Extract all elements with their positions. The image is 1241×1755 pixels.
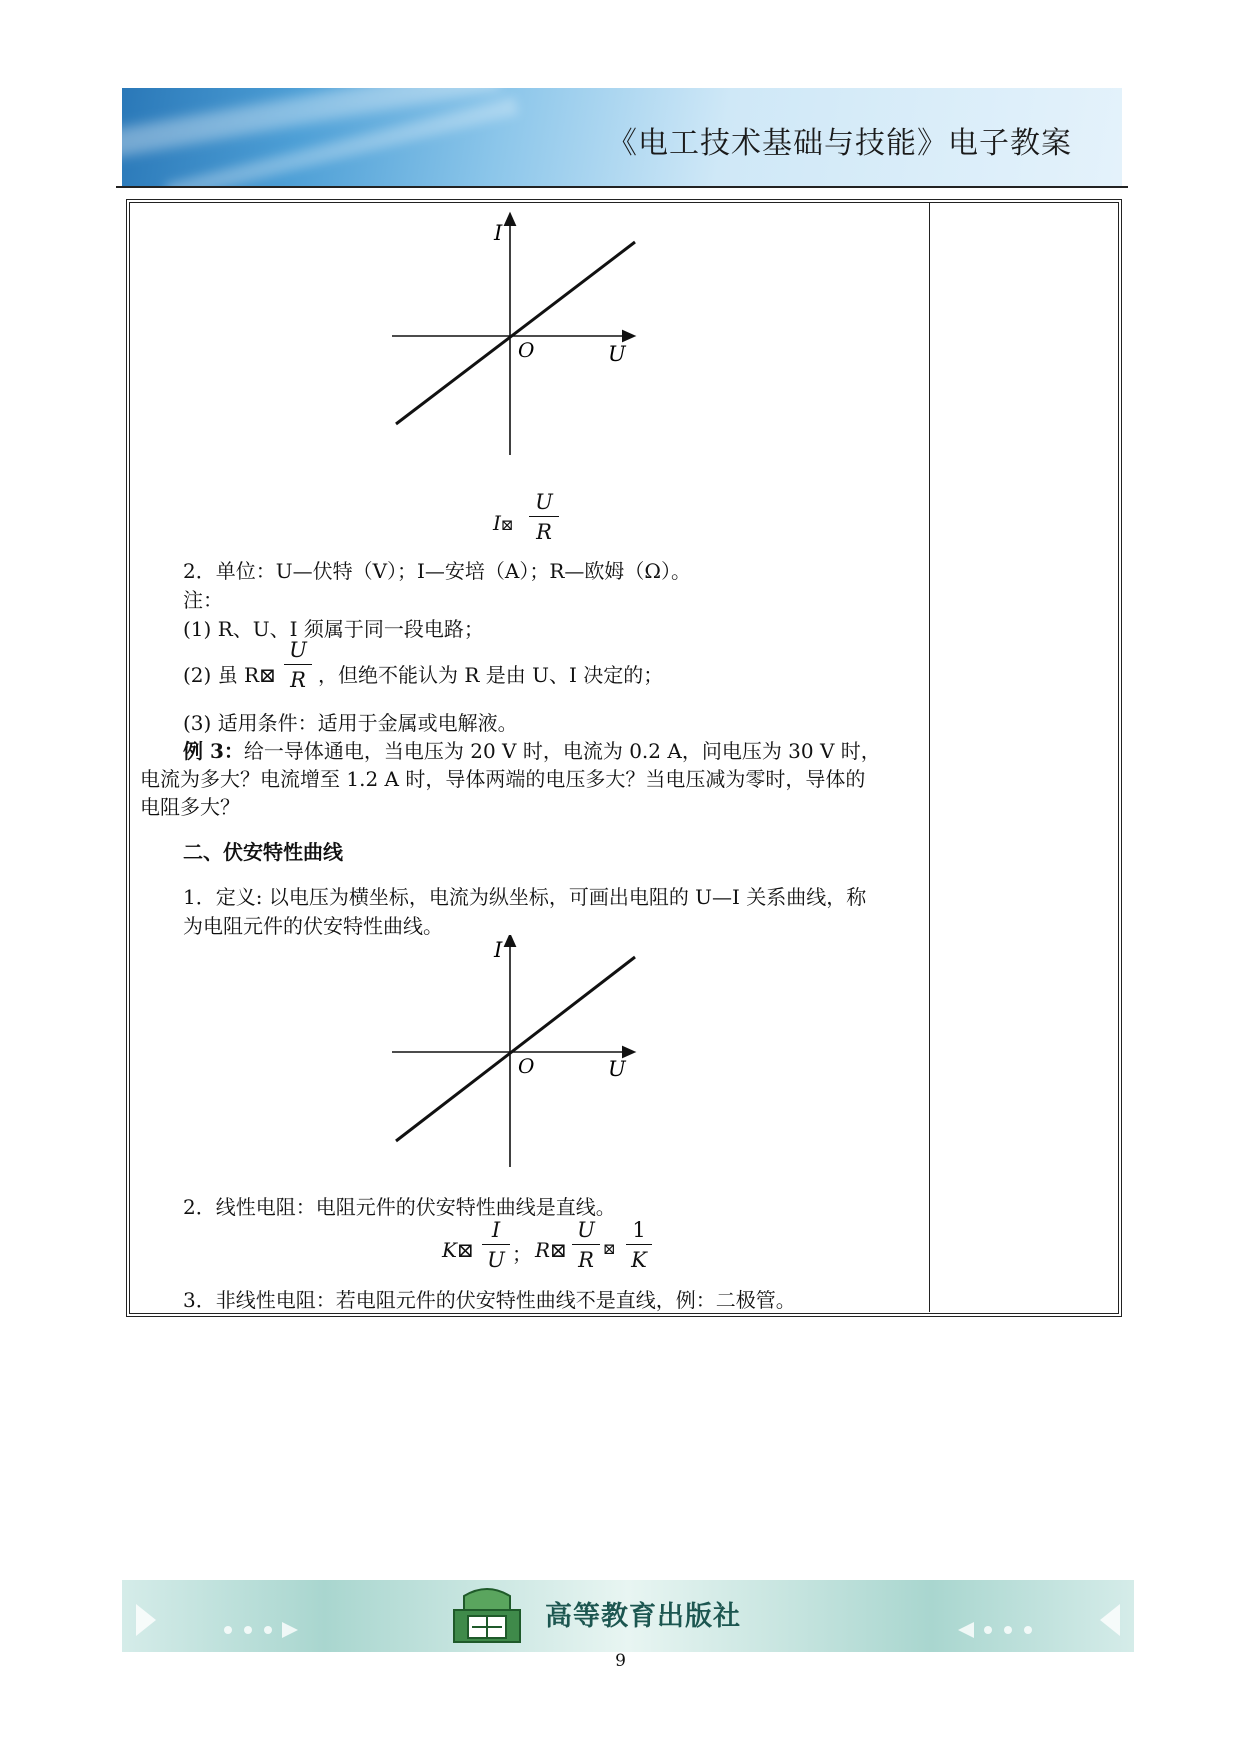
formula2-k-lhs: K⊠ — [442, 1238, 474, 1262]
page-number: 9 — [615, 1651, 626, 1671]
origin-label: O — [518, 1054, 535, 1078]
linear-resistor-line: 2．线性电阻：电阻元件的伏安特性曲线是直线。 — [183, 1195, 616, 1219]
formula2-equals: ⊠ — [603, 1240, 616, 1258]
section-2-title: 二、伏安特性曲线 — [183, 840, 343, 864]
y-axis-label: I — [494, 221, 503, 245]
iu-line — [396, 957, 635, 1141]
unit-line: 2．单位：U—伏特（V）；I—安培（A）；R—欧姆（Ω）。 — [183, 559, 692, 583]
note-1: (1) R、U、I 须属于同一段电路； — [183, 617, 484, 641]
x-axis-label: U — [608, 1057, 626, 1081]
y-axis-label: I — [494, 938, 503, 962]
example-line-1: 例 3：给一导体通电，当电压为 20 V 时，电流为 0.2 A，问电压为 30 V 时， — [183, 739, 881, 763]
nonlinear-resistor-line: 3．非线性电阻：若电阻元件的伏安特性曲线不是直线，例：二极管。 — [183, 1288, 796, 1312]
formula2-r-fraction: U R — [572, 1218, 600, 1272]
example-label: 例 3： — [183, 739, 244, 763]
example-line-2: 电流为多大？电流增至 1.2 A 时，导体两端的电压多大？当电压减为零时，导体的 — [140, 767, 866, 791]
formula2-r-lhs: R⊠ — [535, 1238, 567, 1262]
iu-graph-1 — [380, 210, 660, 460]
definition-line-1: 1．定义: 以电压为横坐标，电流为纵坐标，可画出电阻的 U—I 关系曲线，称 — [183, 885, 867, 909]
iu-graph-2 — [380, 935, 660, 1175]
publisher-logo-icon — [442, 1586, 532, 1648]
formula1-fraction: U R — [529, 490, 559, 544]
right-arrow-decoration — [944, 1600, 1124, 1640]
iu-line — [396, 242, 635, 424]
document-title: 《电工技术基础与技能》电子教案 — [607, 126, 1072, 161]
definition-line-2: 为电阻元件的伏安特性曲线。 — [183, 914, 443, 938]
publisher-name: 高等教育出版社 — [545, 1601, 741, 1632]
note-2-suffix: ，但绝不能认为 R 是由 U、I 决定的； — [318, 663, 664, 687]
header-divider — [116, 186, 1128, 188]
origin-label: O — [518, 338, 535, 362]
formula2-1k-fraction: 1 K — [626, 1218, 652, 1272]
note-2-prefix: (2) 虽 R⊠ — [183, 663, 276, 687]
left-arrow-decoration — [132, 1600, 312, 1640]
formula1-lhs: I⊠ — [493, 511, 514, 535]
note-label: 注： — [183, 588, 223, 612]
table-column-divider — [929, 202, 930, 1312]
formula2-k-fraction: I U — [482, 1218, 510, 1272]
note-3: (3) 适用条件：适用于金属或电解液。 — [183, 711, 518, 735]
x-axis-label: U — [608, 342, 626, 366]
formula2-separator: ； — [512, 1242, 532, 1266]
note-2-fraction: U R — [284, 638, 312, 692]
example-line-3: 电阻多大？ — [140, 795, 240, 819]
header-banner — [122, 88, 1122, 186]
